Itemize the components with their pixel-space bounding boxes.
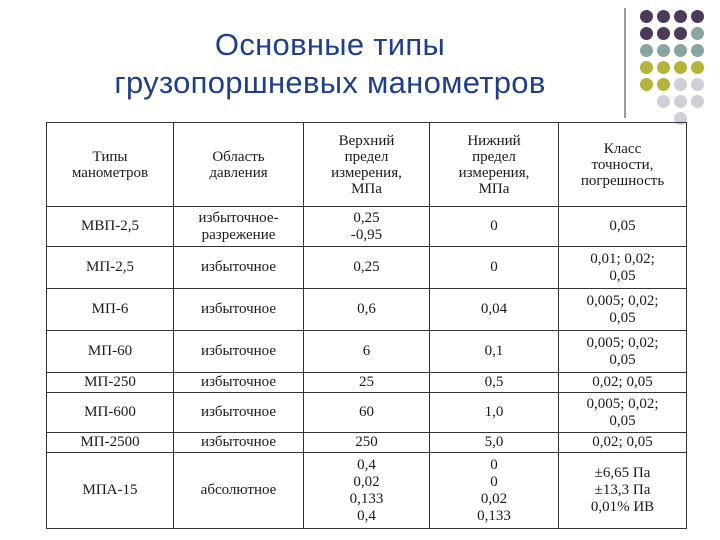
decorative-dot [640, 61, 653, 74]
decorative-dot [657, 78, 670, 91]
cell-pressure-range: избыточное [174, 393, 304, 433]
cell-type: МП-250 [47, 373, 174, 393]
table-header-row [47, 123, 687, 207]
cell-type: МПА-15 [47, 453, 174, 529]
cell-upper-limit: 60 [304, 393, 430, 433]
decorative-dot [657, 95, 670, 108]
table-row [47, 453, 687, 529]
table-row [47, 247, 687, 289]
table-row [47, 393, 687, 433]
cell-upper-limit: 0,25 -0,95 [304, 207, 430, 247]
decorative-dot [674, 78, 687, 91]
decorative-dot [657, 10, 670, 23]
cell-type: МП-600 [47, 393, 174, 433]
decorative-dot [640, 10, 653, 23]
cell-pressure-range: избыточное- разрежение [174, 207, 304, 247]
cell-lower-limit: 0,5 [430, 373, 559, 393]
decorative-dot [691, 10, 704, 23]
decorative-dot [657, 61, 670, 74]
table-row [47, 331, 687, 373]
cell-accuracy-class: 0,02; 0,05 [559, 433, 687, 453]
table-row [47, 207, 687, 247]
cell-lower-limit: 0 [430, 207, 559, 247]
cell-accuracy-class: 0,005; 0,02; 0,05 [559, 331, 687, 373]
decorative-dot [674, 10, 687, 23]
page-title [40, 26, 620, 102]
cell-type: МП-6 [47, 289, 174, 331]
decorative-dot [640, 78, 653, 91]
cell-accuracy-class: 0,005; 0,02; 0,05 [559, 393, 687, 433]
decorative-dot [657, 44, 670, 57]
decorative-dot [691, 27, 704, 40]
title-line-2: грузопоршневых манометров [114, 65, 546, 100]
title-line-1: Основные типы [214, 27, 446, 62]
decorative-dot [640, 44, 653, 57]
header-cell-accuracy-class: Класс точности, погрешность [559, 123, 687, 207]
cell-pressure-range: избыточное [174, 247, 304, 289]
cell-type: МП-2,5 [47, 247, 174, 289]
cell-type: МП-2500 [47, 433, 174, 453]
cell-lower-limit: 0,04 [430, 289, 559, 331]
cell-pressure-range: избыточное [174, 331, 304, 373]
decorative-divider [624, 8, 626, 118]
cell-pressure-range: избыточное [174, 289, 304, 331]
table-row [47, 373, 687, 393]
cell-upper-limit: 25 [304, 373, 430, 393]
decorative-dot [674, 27, 687, 40]
cell-pressure-range: абсолютное [174, 453, 304, 529]
decorative-dot [691, 44, 704, 57]
header-cell-lower-limit: Нижний предел измерения, МПа [430, 123, 559, 207]
header-cell-pressure-range: Область давления [174, 123, 304, 207]
header-cell-type: Типы манометров [47, 123, 174, 207]
cell-upper-limit: 0,25 [304, 247, 430, 289]
cell-upper-limit: 250 [304, 433, 430, 453]
cell-pressure-range: избыточное [174, 433, 304, 453]
table-row [47, 289, 687, 331]
cell-lower-limit: 1,0 [430, 393, 559, 433]
cell-type: МП-60 [47, 331, 174, 373]
decorative-dot [657, 27, 670, 40]
cell-accuracy-class: 0,005; 0,02; 0,05 [559, 289, 687, 331]
cell-upper-limit: 0,4 0,02 0,133 0,4 [304, 453, 430, 529]
decorative-dot [640, 27, 653, 40]
manometer-types-table [46, 122, 687, 529]
cell-upper-limit: 6 [304, 331, 430, 373]
decorative-dot [691, 95, 704, 108]
cell-lower-limit: 0 [430, 247, 559, 289]
cell-accuracy-class: 0,01; 0,02; 0,05 [559, 247, 687, 289]
decorative-dot [674, 95, 687, 108]
cell-lower-limit: 0,1 [430, 331, 559, 373]
decorative-dot [674, 61, 687, 74]
cell-accuracy-class: 0,02; 0,05 [559, 373, 687, 393]
decorative-dot [691, 61, 704, 74]
cell-accuracy-class: ±6,65 Па ±13,3 Па 0,01% ИВ [559, 453, 687, 529]
decorative-dot [674, 44, 687, 57]
cell-lower-limit: 5,0 [430, 433, 559, 453]
cell-accuracy-class: 0,05 [559, 207, 687, 247]
cell-type: МВП-2,5 [47, 207, 174, 247]
cell-pressure-range: избыточное [174, 373, 304, 393]
cell-upper-limit: 0,6 [304, 289, 430, 331]
table-row [47, 433, 687, 453]
cell-lower-limit: 0 0 0,02 0,133 [430, 453, 559, 529]
header-cell-upper-limit: Верхний предел измерения, МПа [304, 123, 430, 207]
decorative-dot [691, 78, 704, 91]
